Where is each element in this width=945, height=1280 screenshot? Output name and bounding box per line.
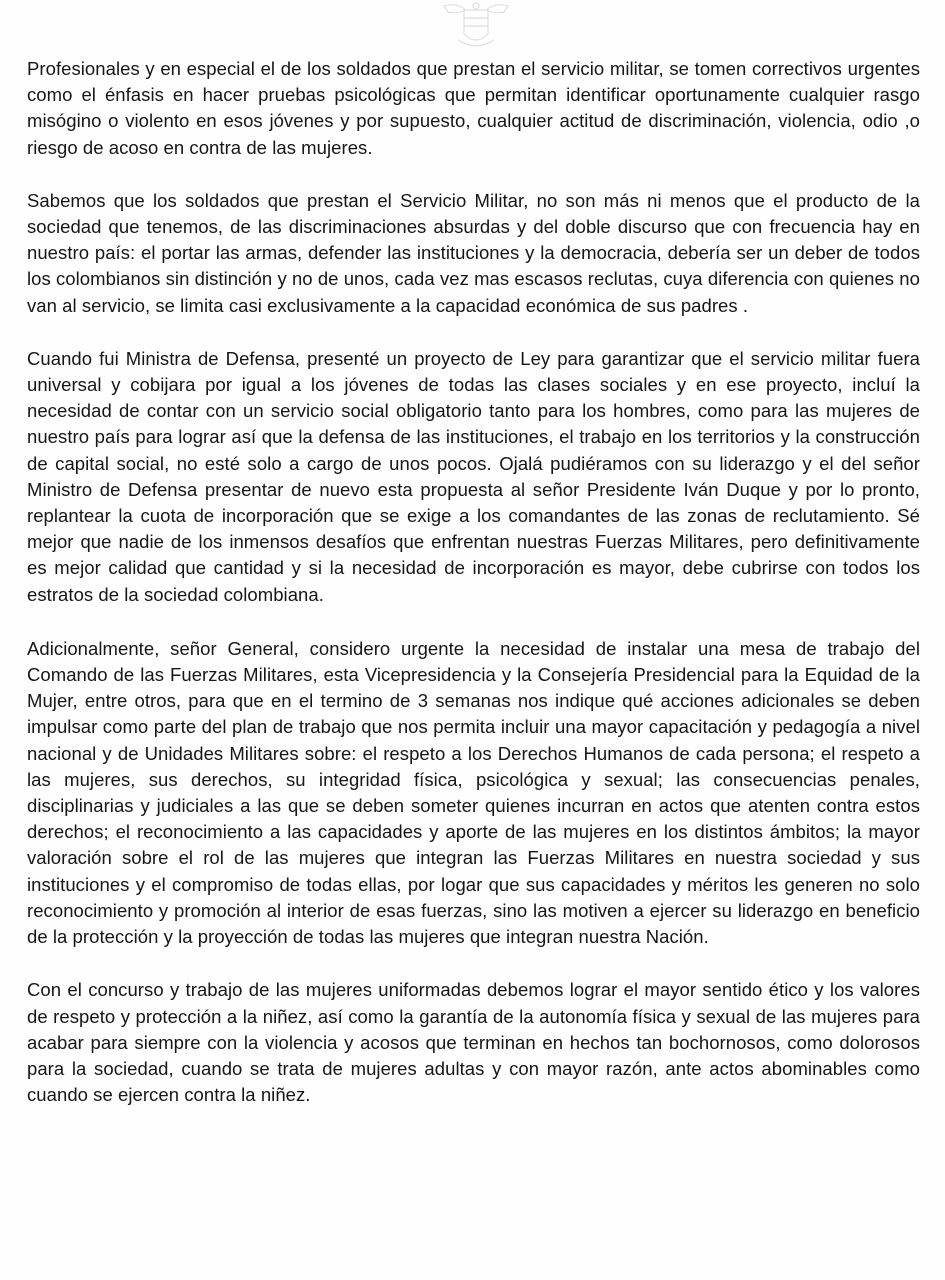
paragraph-1: Profesionales y en especial el de los soldados que prestan el servicio militar, se tomen correctivos urgentes como el énfasis en hacer pruebas psicológicas que permitan identificar oportunamente cualquier rasgo misógino o violento en esos jóvenes y por supuesto, cualquier actitud de discriminación, violencia, odio ,o riesgo de acoso en contra de las mujeres. [27,58,920,158]
paragraph-5: Con el concurso y trabajo de las mujeres uniformadas debemos lograr el mayor sentido ético y los valores de respeto y protección a la niñez, así como la garantía de la autonomía física y sexual de las mujeres para acabar para siempre con la violencia y acosos que terminan en hechos tan bochornosos, como dolorosos para la sociedad, cuando se trata de mujeres adultas y con mayor razón, ante actos abominables como cuando se ejercen contra la niñez. [27,979,920,1106]
coat-of-arms-watermark-icon [436,0,516,52]
letter-body [27,56,920,1135]
paragraph-3: Cuando fui Ministra de Defensa, presenté un proyecto de Ley para garantizar que el servicio militar fuera universal y cobijara por igual a los jóvenes de todas las clases sociales y en ese proyecto, incluí la necesidad de contar con un servicio social obligatorio tanto para los hombres, como para las mujeres de nuestro país para lograr así que la defensa de las instituciones, el trabajo en los territorios y la construcción de capital social, no esté solo a cargo de unos pocos. Ojalá pudiéramos con su liderazgo y el del señor Ministro de Defensa presentar de nuevo esta propuesta al señor Presidente Iván Duque y por lo pronto, replantear la cuota de incorporación que se exige a los comandantes de las zonas de reclutamiento. Sé mejor que nadie de los inmensos desafíos que enfrentan nuestras Fuerzas Militares, pero definitivamente es mejor calidad que cantidad y si la necesidad de incorporación es mayor, debe cubrirse con todos los estratos de la sociedad colombiana. [27,347,920,605]
paragraph-2: Sabemos que los soldados que prestan el Servicio Militar, no son más ni menos que el producto de la sociedad que tenemos, de las discriminaciones absurdas y del doble discurso que con frecuencia hay en nuestro país: el portar las armas, defender las instituciones y la democracia, debería ser un deber de todos los colombianos sin distinción y no de unos, cada vez mas escasos reclutas, cuya diferencia con quienes no van al servicio, se limita casi exclusivamente a la capacidad económica de sus padres . [27,189,920,316]
paragraph-4: Adicionalmente, señor General, considero urgente la necesidad de instalar una mesa de trabajo del Comando de las Fuerzas Militares, esta Vicepresidencia y la Consejería Presidencial para la Equidad de la Mujer, entre otros, para que en el termino de 3 semanas nos indique qué acciones adicionales se deben impulsar como parte del plan de trabajo que nos permita incluir una mayor capacitación y pedagogía a nivel nacional y de Unidades Militares sobre: el respeto a los Derechos Humanos de cada persona; el respeto a las mujeres, sus derechos, su integridad física, psicológica y sexual; las consecuencias penales, disciplinarias y judiciales a las que se deben someter quienes incurran en actos que atenten contra estos derechos; el reconocimiento a las capacidades y aporte de las mujeres en los distintos ámbitos; la mayor valoración sobre el rol de las mujeres que integran las Fuerzas Militares en nuestra sociedad y sus instituciones y el compromiso de todas ellas, por logar que sus capacidades y méritos les generen no solo reconocimiento y promoción al interior de esas fuerzas, sino las motiven a ejercer su liderazgo en beneficio de la protección y la proyección de todas las mujeres que integran nuestra Nación. [27,637,920,948]
